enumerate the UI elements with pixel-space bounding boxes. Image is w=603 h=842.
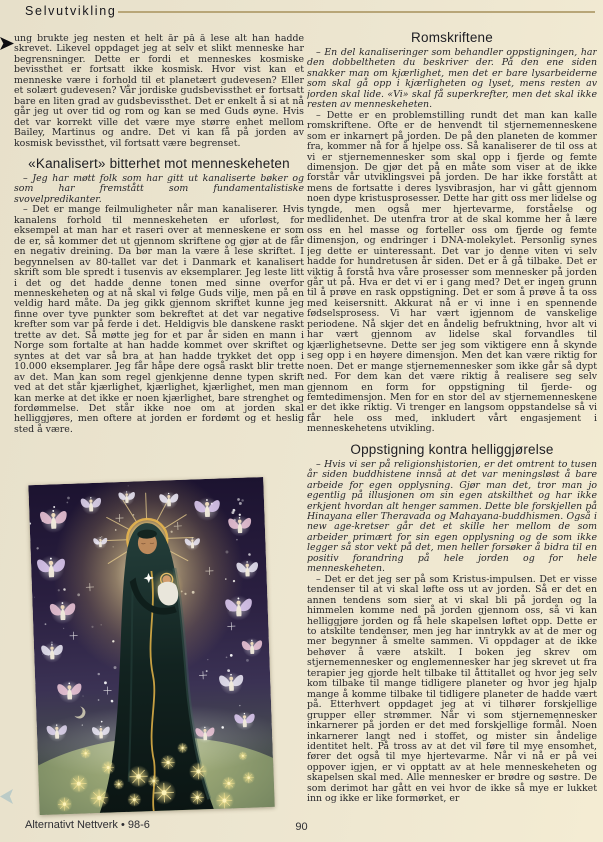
right-column xyxy=(307,30,597,822)
page-number: 90 xyxy=(295,821,308,833)
interviewer-question: – Hvis vi ser på religionshistorien, er det omtrent to tusen år siden buddhistene innså at det var meningsløst å bare arbeide for egen opplysning. Gjør man det, tror man jo egentlig på illusjonen om sin egen atskilthet og har ikke erkjent hvordan alt henger sammen. Dette ble forskjellen på Hinayana eller Theravada og Mahayana-buddhismen. Også i new age-kretser går det et skille her mellom de som arbeider primært for sin egen opplysning og de som ikke legger så stor vekt på det, men heller forsøker å bidra til en positiv forandring på hele jorden og for hele menneskeheten. xyxy=(307,458,597,575)
madonna-angels-illustration xyxy=(28,477,274,815)
answer-paragraph: – Det er mange feilmuligheter når man kanaliserer. Hvis kanalens forhold til menneskeheten er uforløst, for eksempel at man har et raseri over at menneskene er som de er, så kommer det ut gjennom skriftene og gjør at de får en negativ dreining. Da bør man la være å lese skriftet. I begynnelsen av 80-tallet var det i Danmark et kanalisert skrift som ble spredt i tusenvis av eksemplarer. Jeg leste litt i det og det hadde denne tonen med sinne overfor menneskeheten og at nå skal vi følge Guds vilje, men på en veldig hard måte. Da jeg gikk gjennom skriftet kunne jeg finne over tyve punkter som bekreftet at det var negative krefter som var på ferde i det. Heldigvis ble danskene raskt trette av det. Så møtte jeg for et par år siden en mann i Norge som fortalte at han hadde kommet over skriftet og syntes at det var så bra at han hadde trykket det opp i 10.000 eksemplarer. Jeg får håpe dere også raskt blir trette av det. Man kan som regel gjenkjenne denne typen skrift ved at det står kjærlighet, kjærlighet, kjærlighet, men man kan merke at det ikke er noen kjærlighet, bare strenghet og fordømmelse. Det står ikke noe om at jorden skal helliggjøres, men oftere at jorden er fordømt og et heslig sted å være. xyxy=(14,204,304,435)
section-label: Selvutvikling xyxy=(25,4,117,18)
heading-romskriftene: Romskriftene xyxy=(411,30,493,45)
interviewer-question: – En del kanaliseringer som behandler oppstigningen, har den dobbeltheten du beskriver der. På den ene siden snakker man om kjærlighet, men det er bare lysarbeiderne som skal gå opp i kjærligheten og lyset, mens resten av jorden skal lide. «Vi» skal få superkrefter, men det skal ikke resten av menneskeheten. xyxy=(307,47,597,111)
section-rule xyxy=(118,11,595,13)
heading-kanalisert-bitterhet: «Kanalisert» bitterhet mot menneskeheten xyxy=(28,155,290,171)
magazine-footer: Alternativt Nettverk • 98-6 xyxy=(25,819,150,831)
answer-paragraph: – Det er det jeg ser på som Kristus-impulsen. Det er visse tendenser til at vi skal løfte oss ut av jorden. Så er det en annen tendens som sier at vi skal bli på jorden og la himmelen komme ned på jorden gjennom oss, så vi kan helliggjøre jorden og få hele skapelsen løftet opp. Dette er to atskilte tendenser, men jeg har inntrykk av at de mer og mer begynner å smelte sammen. Vi oppdager at de ikke behøver å være atskilt. I boken jeg skrev om stjernemennesker og englemennesker har jeg skrevet ut fra terapier jeg gjorde helt tilbake til åttitallet og hvor jeg selv kom tilbake til mange tidligere planeter og hvor jeg hjalp mange å komme tilbake til tidligere planeter de hadde vært på. Etterhvert oppdaget jeg at vi tilhører forskjellige grupper eller strømmer. Når vi som stjernemennesker inkarnerer på jorden er det med forskjellige formål. Noen inkarnerer langt ned i stoffet, og mister sin åndelige identitet helt. På tross av at det vil føre til mye ensomhet, fører det også til mye hjertevarme. Når vi nå er på vei oppover igjen, er vi opptatt av at hele menneskeheten og skapelsen skal med. Alle mennesker er brødre og søstre. De som derimot har gått en vei hvor de ikke så mye er lukket inn og ikke er like formørket, er xyxy=(307,573,597,805)
interviewer-question: – Jeg har møtt folk som har gitt ut kanaliserte bøker og som har fremstått som fundamentalistiske svovelpredikanter. xyxy=(14,172,304,205)
continuation-paragraph: ung brukte jeg nesten et helt år på å lese alt han hadde skrevet. Likevel oppdaget jeg at selv et slikt menneske har begrensninger. Dette er fordi et menneskes kosmiske bevissthet er fortsatt ikke kosmisk. Hvor vist kan et menneske være i forhold til et planetært gudevesen? Eller et solært gudevesen? Vår jordiske gudsbevissthet er fortsatt bare en liten grad av gudsbevissthet. Det er enkelt å si at nå går jeg ut over tid og rom og kan se med Guds øyne. Hvis det var korrekt ville det være mye større enhet mellom Bailey, Martinus og andre. Det vi kan få på jorden av kosmisk bevissthet, vil fortsatt være begrenset. xyxy=(14,34,304,149)
madonna-painting xyxy=(28,477,274,815)
bleedthrough-arrow-icon xyxy=(0,789,13,804)
answer-paragraph: – Dette er en problemstilling rundt det man kan kalle romskriftene. Ofte er de henvendt til stjernemenneskene som er inkarnert på jorden. De på den planeten de kommer fra, kommer nå for å hjelpe oss. Så kanaliserer de til oss at vi er stjernemennesker som skal opp i fjerde og femte dimensjon. De gjør det på en måte som viser at de ikke forstår vår utviklingsvei på jorden. De har ikke forstått at mens de fortsatte i deres lysvibrasjon, har vi gått gjennom noen dype kristusprosesser. Dette har gitt oss mer lidelse og tyngde, men også mer hjertevarme, forståelse og medlidenhet. De utenfra tror at de skal komme her å lære oss en hel masse og forteller oss om fjerde og femte dimensjon, og endringer i DNA-molekylet. Personlig synes jeg dette er uinteressant. Det var jo denne viten vi selv hadde for hundretusen år siden. Det er å gå tilbake. Det er viktig å forstå hva våre prosesser som mennesker på jorden går ut på. Hva er det vi er i gang med? Det er ingen grunn til å prøve en rask oppstigning. Det er som å prøve å ta oss med keisersnitt. Akkurat nå er vi inne i en spennende fødselsprosess. Vi har vært igjennom de vanskelige periodene. Nå skjer det en åndelig befruktning, hvor alt vi har vært gjennom av lidelse skal forvandles til kjærlighetsevne. Dette ser jeg som viktigere enn å skynde seg opp i en høyere dimensjon. Men det kan være riktig for noen. Det er mange stjernemennesker som ikke går så dypt ned. For dem kan det være riktig å realisere seg selv gjennom en form for oppstigning til fjerde- og femtedimensjon. Men for en stor del av stjernemenneskene er det ikke riktig. Vi trenger en langsom oppstandelse så vi får hele oss med, inkludert vårt engasjement i menneskehetens utvikling. xyxy=(307,109,597,435)
left-column xyxy=(14,34,304,478)
continuation-arrow-icon xyxy=(0,37,14,50)
heading-oppstigning-kontra-helliggjorelse: Oppstigning kontra helliggjørelse xyxy=(350,441,554,457)
